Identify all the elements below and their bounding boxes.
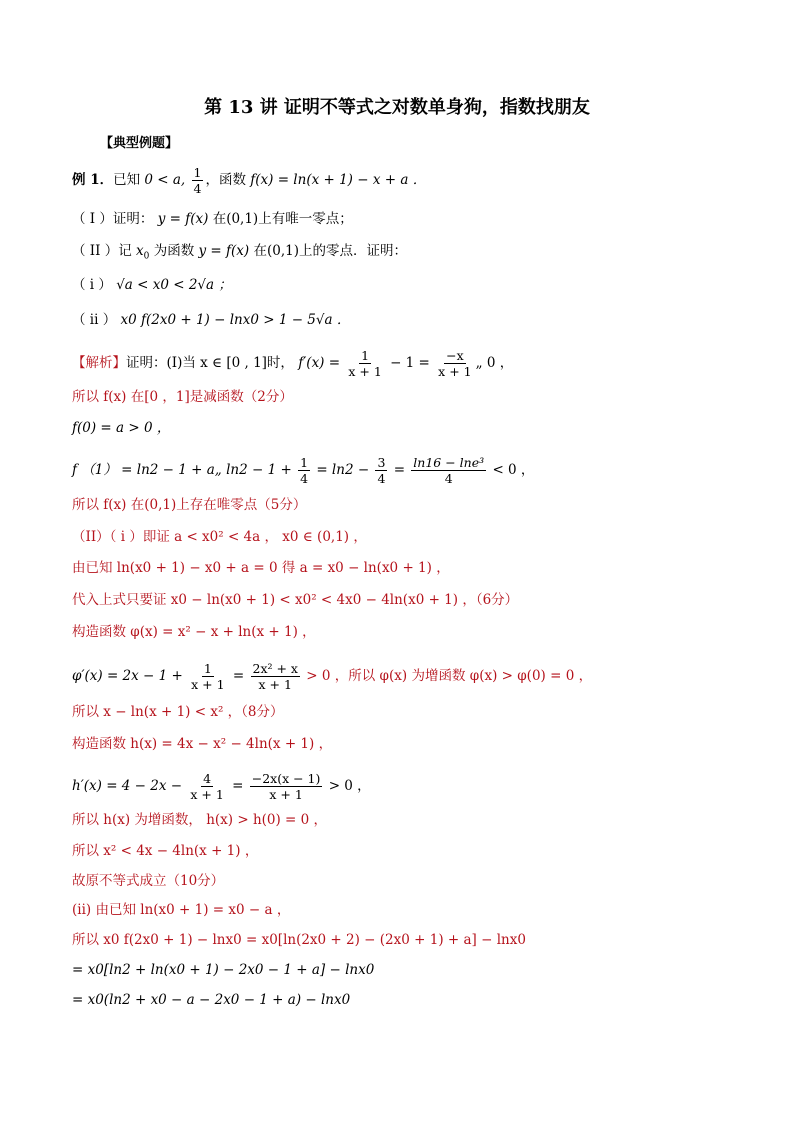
solution-line-5: 所以 f(x) 在(0,1)上存在唯零点（5分） xyxy=(72,497,307,513)
solution-line-4: f （1） = ln2 − 1 + a„ ln2 − 1 + $\frac{1}{4}$ = ln2 − $\frac{3}{4}$ = $\frac{\text{ln16 − lne³}}{4}$ < 0 ， xyxy=(72,455,535,486)
section-label: 【典型例题】 xyxy=(100,136,179,151)
condition-a: 0 < a, xyxy=(144,172,186,188)
solution-line-18: 所以 x0 f(2x0 + 1) − lnx0 = x0[ln(2x0 + 2) − (2x0 + 1) + a] − lnx0 xyxy=(72,932,526,948)
sub-part-ii-expr: x0 f(2x0 + 1) − lnx0 > 1 − 5√a ． xyxy=(120,312,351,328)
solution-line-6: （II）（ i ）即证 a < x0² < 4a ， x0 ∈ (0,1) ， xyxy=(72,529,367,545)
example-statement xyxy=(72,165,426,196)
solution-line-15: 所以 x² < 4x − 4ln(x + 1) ， xyxy=(72,843,259,859)
solution-line-17: (ii) 由已知 ln(x0 + 1) = x0 − a ， xyxy=(72,902,291,918)
solution-label: 【解析】 xyxy=(72,355,126,371)
page-title: 第 13 讲 证明不等式之对数单身狗，指数找朋友 xyxy=(204,97,590,118)
function-def: f(x) = ln(x + 1) − x + a ． xyxy=(250,172,427,188)
sub-part-i-expr: √a < x0 < 2√a ； xyxy=(116,277,232,293)
condition-pre: 已知 xyxy=(113,172,141,188)
solution-line-1: 【解析】证明：(I)当 x ∈ [0 , 1]时， f′(x) = $\frac{1}{x + 1}$ − 1 = $\frac{-x}{x + 1}$ „ 0 ， xyxy=(72,348,514,379)
solution-line-19: = x0[ln2 + ln(x0 + 1) − 2x0 − 1 + a] − lnx0 xyxy=(72,962,375,978)
sub-part-i: （ i ） √a < x0 < 2√a ； xyxy=(72,277,232,293)
solution-line-9: 构造函数 φ(x) = x² − x + ln(x + 1) ， xyxy=(72,624,316,640)
solution-line-13: h′(x) = 4 − 2x − $\frac{4}{x + 1}$ = $\frac{-2x(x - 1)}{x + 1}$ > 0 ， xyxy=(72,771,371,802)
solution-line-2: 所以 f(x) 在[0 ，1]是减函数（2分） xyxy=(72,389,293,405)
part-2: （ II ）记 $x_0$ 为函数 y = f(x) 在(0,1)上的零点．证明： xyxy=(72,243,407,262)
sub-part-ii: （ ii ） x0 f(2x0 + 1) − lnx0 > 1 − 5√a ． xyxy=(72,312,351,328)
example-label: 例 1． xyxy=(72,172,114,188)
solution-line-11: 所以 x − ln(x + 1) < x² ，（8分） xyxy=(72,704,284,720)
solution-line-16: 故原不等式成立（10分） xyxy=(72,873,225,889)
fraction-one-quarter: $\frac{1}{4}$ xyxy=(193,165,202,196)
solution-line-10: φ′(x) = 2x − 1 + $\frac{1}{x + 1}$ = $\frac{\text{2x² + x}}{x + 1}$ > 0 ，所以 φ(x) 为增函数 φ(x) > φ(0) = 0 ， xyxy=(72,661,593,692)
solution-line-7: 由已知 ln(x0 + 1) − x0 + a = 0 得 a = x0 − ln(x0 + 1) ， xyxy=(72,560,450,576)
solution-line-3: f(0) = a > 0 ， xyxy=(72,420,171,436)
solution-line-12: 构造函数 h(x) = 4x − x² − 4ln(x + 1) ， xyxy=(72,736,333,752)
part-1: （ I ）证明： y = f(x) 在(0,1)上有唯一零点； xyxy=(72,211,353,227)
solution-line-20: = x0(ln2 + x0 − a − 2x0 − 1 + a) − lnx0 xyxy=(72,992,351,1008)
solution-line-8: 代入上式只要证 x0 − ln(x0 + 1) < x0² < 4x0 − 4ln(x0 + 1) ，（6分） xyxy=(72,592,519,608)
solution-line-14: 所以 h(x) 为增函数， h(x) > h(0) = 0 ， xyxy=(72,812,328,828)
condition-post: ，函数 xyxy=(205,172,246,188)
